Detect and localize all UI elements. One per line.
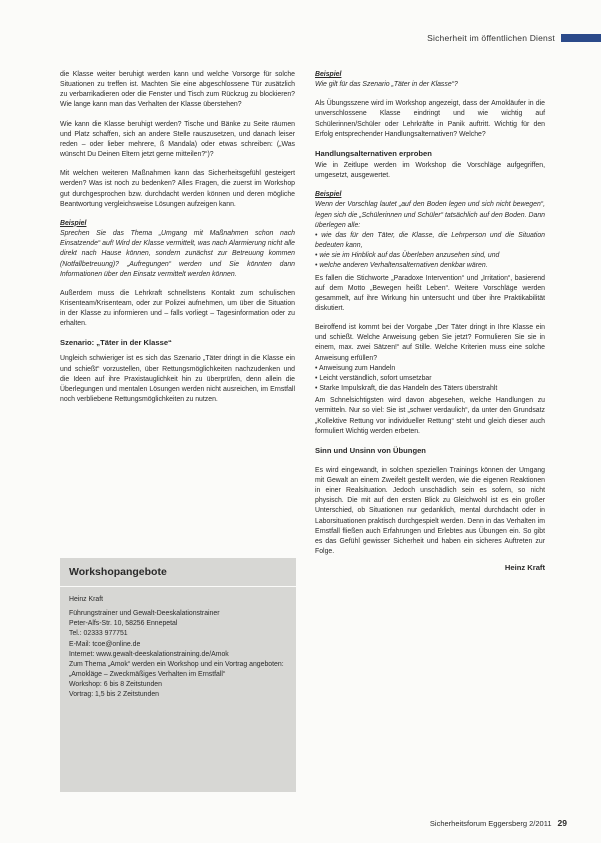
list-item: • Starke Impulskraft, die das Handeln des Täters überstrahlt xyxy=(315,384,545,394)
right-column xyxy=(315,70,545,573)
example-text: Sprechen Sie das Thema „Umgang mit Maßnahmen schon nach Einsatzende“ auf! Wird der Klasse vermittelt, was nach Alarmierung nicht alle direkt nach Hause können, sondern zunächst zur Betreuung kommen (Notfallbetreuung)? „Aufregungen“ werden und Sie könnten dann Informationen über den Einsatz vermittelt werden können. xyxy=(60,230,295,278)
paragraph: Außerdem muss die Lehrkraft schnellstens Kontakt zum schulischen Krisenteam/Krisenteam, oder zur Polizei aufnehmen, um über die Situation in der Klasse zu informieren und – falls vorliegt – Tagesinformation oder zu erhalten. xyxy=(60,289,295,328)
paragraph: Mit welchen weiteren Maßnahmen kann das Sicherheitsgefühl gesteigert werden? Was ist noch zu bedenken? Alles Fragen, die zuerst im Workshop gut durchgesprochen bzw. durchdacht werden können und deren mögliche Beantwortung vergleichsweise Lösungen aufzeigen kann. xyxy=(60,170,295,208)
offer-title: „Amokläge – Zweckmäßiges Verhalten im Ernstfall“ xyxy=(69,671,226,679)
offer-workshop: Workshop: 6 bis 8 Zeitstunden xyxy=(69,681,162,689)
paragraph: Als Übungsszene wird im Workshop angezeigt, dass der Amokläufer in die unverschlossene Klasse eindringt und wie wichtig auf Schülerinnen/Schüler oder Lehrkräfte in Panik auftritt. Wichtig für den Erfolg entsprechender Handlungsalternativen? Welche? xyxy=(315,100,545,138)
contact-email: E-Mail: tcoe@online.de xyxy=(69,640,141,648)
box-body xyxy=(60,587,296,709)
list-item: • wie das für den Täter, die Klasse, die Lehrperson und die Situation bedeuten kann, xyxy=(315,231,545,251)
paragraph: Am Schnelsichtigsten wird davon abgesehen, welche Handlungen zu vermitteln. Nur so viel: Sie ist „schwer verdaulich“, da unter den Grundsatz „Kollektive Rettung vor individueller Rettung“ steht und gleich dieser auch formuliert Wichtig werden erbeten. xyxy=(315,397,545,435)
list-item: • Anweisung zum Handeln xyxy=(315,364,545,374)
paragraph: die Klasse weiter beruhigt werden kann und welche Vorsorge für solche Situationen zu treffen ist. Machten Sie eine abgeschlossene Tür zusätzlich zu verbarrikadieren oder die Fenster und Tisch zum Rückzug zu blockieren? Wie lange kann man das Verhalten der Klasse überstehen? xyxy=(60,71,295,109)
contact-address: Peter-Alfs-Str. 10, 58256 Ennepetal xyxy=(69,620,178,628)
offer-intro: Zum Thema „Amok“ werden ein Workshop und ein Vortrag angeboten: xyxy=(69,660,284,668)
paragraph: Es fallen die Stichworte „Paradoxe Intervention“ und „Irritation“, basierend auf dem Motto „Bewegen heißt Leben“. Weitere Vorschläge werden gesammelt, auf ihre Wirkung hin untersucht und über ihre Praktikabilität diskutiert. xyxy=(315,274,545,312)
contact-name: Heinz Kraft xyxy=(69,596,104,603)
contact-web: Internet: www.gewalt-deeskalationstraining.de/Amok xyxy=(69,650,229,658)
example-text: Wie gilt für das Szenario „Täter in der Klasse“? xyxy=(315,81,458,89)
example-heading: Beispiel xyxy=(60,219,87,227)
list-item: • welche anderen Verhaltensalternativen denkbar wären. xyxy=(315,261,545,271)
scenario-heading: Szenario: „Täter in der Klasse“ xyxy=(60,338,172,348)
contact-role: Führungstrainer und Gewalt-Deeskalationstrainer xyxy=(69,610,220,618)
example-bullet-list xyxy=(315,231,545,272)
example-heading: Beispiel xyxy=(315,71,342,78)
paragraph: Beiroffend ist kommt bei der Vorgabe „Der Täter dringt in Ihre Klasse ein und schießt. Welche Anweisung geben Sie jetzt? Formulieren Sie sie in einem, max. zwei Sätzen!“ auf Stille. Welche Kriterien muss eine solche Anweisung erfüllen? xyxy=(315,324,545,362)
box-title: Workshopangebote xyxy=(69,566,167,578)
list-item: • Leicht verständlich, sofort umsetzbar xyxy=(315,374,545,384)
header-accent-bar xyxy=(561,34,601,42)
exercises-heading: Sinn und Unsinn von Übungen xyxy=(315,445,426,455)
paragraph: Wie in Zeitlupe werden im Workshop die Vorschläge aufgegriffen, umgesetzt, ausgewertet. xyxy=(315,161,545,180)
list-item: • wie sie im Hinblick auf das Überleben anzusehen sind, und xyxy=(315,251,545,261)
workshop-offers-box xyxy=(60,558,296,792)
paragraph: Ungleich schwieriger ist es sich das Szenario „Täter dringt in die Klasse ein und schießt“ vorzustellen, über Rettungsmöglichkeiten nachzudenken und die Ideen auf ihre Praxistauglichkeit hin zu überprüfen, denn allein die Überlegungen und mentalen Lösungen werden nicht ausreichen, im Ernstfall noch verbliebene Rettungsmöglichkeiten zu nutzen. xyxy=(60,355,295,404)
criteria-bullet-list xyxy=(315,364,545,394)
header-section-title: Sicherheit im öffentlichen Dienst xyxy=(427,33,555,43)
example-heading: Beispiel xyxy=(315,191,342,199)
example-text: Wenn der Vorschlag lautet „auf den Boden legen und sich nicht bewegen“, legen sich die „Schülerinnen und Schüler“ tatsächlich auf den Boden. Dann überlegen alle: xyxy=(315,201,545,229)
page-footer xyxy=(430,818,567,828)
alternatives-heading: Handlungsalternativen erproben xyxy=(315,148,432,158)
paragraph: Es wird eingewandt, in solchen speziellen Trainings können der Umgang mit Gewalt an einem Zweifelt gestellt werden, wie die eigenen Reaktionen in einer Realsituation. Jedoch unschädlich sein es sofern, so nicht physisch. Die mit auf den ersten Blick zu Gleichwohl ist es ein großer Unterschied, ob Situationen nur gedanklich, mental durchdacht oder in Laborsituationen praktisch durchgespielt werden. Denn in das Verhalten im Ernstfall fließen auch Erfahrungen und Erlebtes aus Übungen ein. So gibt es das Gefühl gewisser Sicherheit und haben ein sicheres Auftreten zur Folge. xyxy=(315,466,545,556)
contact-phone: Tel.: 02333 977751 xyxy=(69,630,128,638)
offer-talk: Vortrag: 1,5 bis 2 Zeitstunden xyxy=(69,691,160,699)
paragraph: Wie kann die Klasse beruhigt werden? Tische und Bänke zu Seite räumen und Platz schaffen, sich an andere Stelle rauszusetzen, und danach leiser reden – oder lieber mehrere, ß Mandala) oder etwas schreiben: („Was wünscht Du Deinen Eltern jetzt gerne mitteilen?“)? xyxy=(60,120,295,159)
journal-name: Sicherheitsforum Eggersberg 2/2011 xyxy=(429,819,552,828)
author-signature: Heinz Kraft xyxy=(504,563,545,573)
page-number: 29 xyxy=(557,818,567,828)
left-column xyxy=(60,70,295,414)
